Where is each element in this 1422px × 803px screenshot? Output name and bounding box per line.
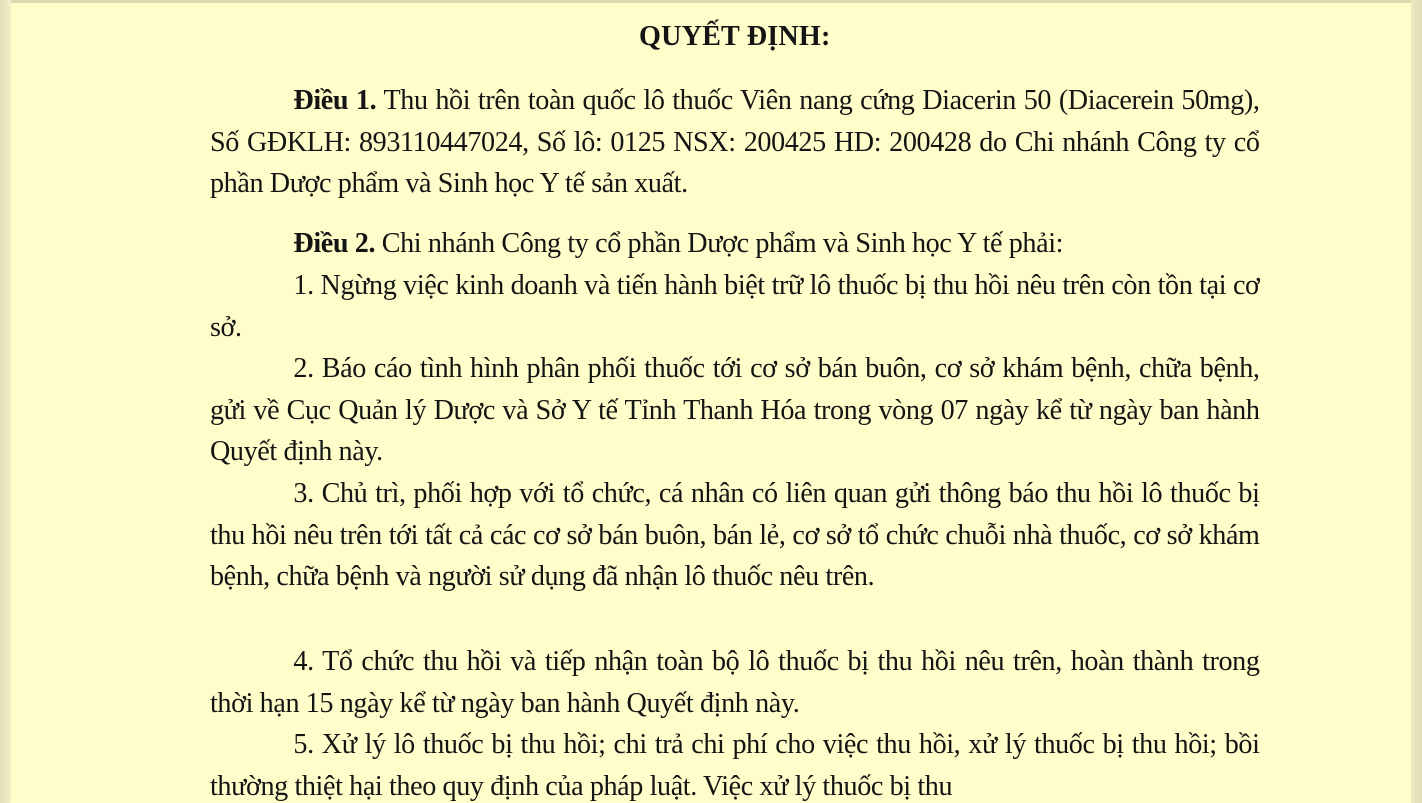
article-2-label: Điều 2. — [293, 227, 376, 259]
item-1: 1. Ngừng việc kinh doanh và tiến hành biệt trữ lô thuốc bị thu hồi nêu trên còn tồn tại cơ sở. — [210, 269, 1260, 343]
top-border — [0, 0, 1422, 3]
article-2 — [210, 223, 1260, 265]
article-1-text: Thu hồi trên toàn quốc lô thuốc Viên nang cứng Diacerin 50 (Diacerein 50mg), Số GĐKLH: 893110447024, Số lô: 0125 NSX: 200425 HD: 200428 do Chi nhánh Công ty cổ phần Dược phẩm và Sinh học Y tế sản xuất. — [210, 84, 1260, 199]
item-5: 5. Xử lý lô thuốc bị thu hồi; chi trả chi phí cho việc thu hồi, xử lý thuốc bị thu hồi; bồi thường thiệt hại theo quy định của pháp luật. Việc xử lý thuốc bị thu — [210, 728, 1260, 802]
right-border — [1411, 0, 1422, 803]
item-2: 2. Báo cáo tình hình phân phối thuốc tới cơ sở bán buôn, cơ sở khám bệnh, chữa bệnh, gửi về Cục Quản lý Dược và Sở Y tế Tỉnh Thanh Hóa trong vòng 07 ngày kể từ ngày ban hành Quyết định này. — [210, 352, 1260, 467]
left-border — [0, 0, 11, 803]
article-1 — [210, 80, 1260, 205]
article-2-text: Chi nhánh Công ty cổ phần Dược phẩm và Sinh học Y tế phải: — [375, 227, 1064, 259]
article-1-label: Điều 1. — [293, 84, 377, 116]
item-3: 3. Chủ trì, phối hợp với tổ chức, cá nhân có liên quan gửi thông báo thu hồi lô thuốc bị thu hồi nêu trên tới tất cả các cơ sở bán buôn, bán lẻ, cơ sở tổ chức chuỗi nhà thuốc, cơ sở khám bệnh, chữa bệnh và người sử dụng đã nhận lô thuốc nêu trên. — [210, 477, 1260, 592]
item-4: 4. Tổ chức thu hồi và tiếp nhận toàn bộ lô thuốc bị thu hồi nêu trên, hoàn thành trong thời hạn 15 ngày kể từ ngày ban hành Quyết định này. — [210, 645, 1260, 719]
decision-heading: QUYẾT ĐỊNH: — [638, 20, 831, 52]
